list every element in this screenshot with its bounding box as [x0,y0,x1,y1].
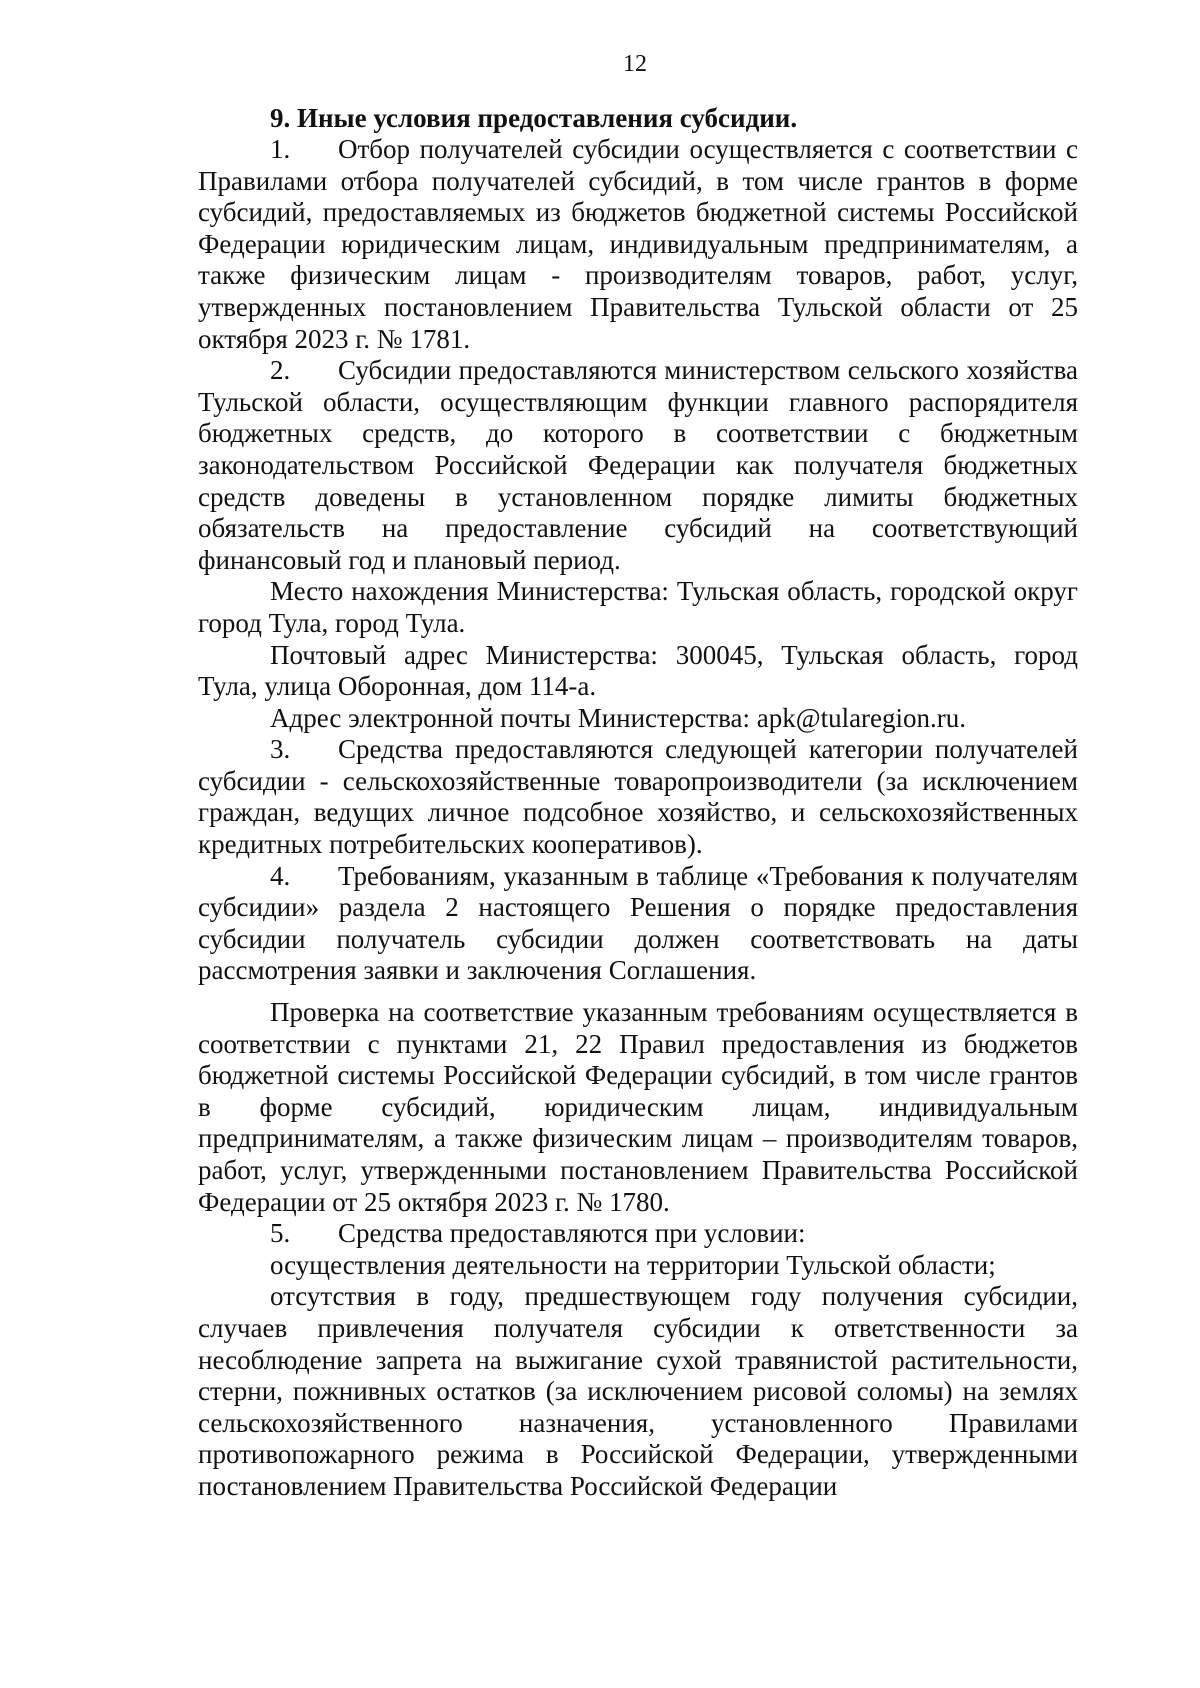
paragraph-text: Отбор получателей субсидии осуществляется с соответствии с Правилами отбора получателей субсидий, в том числе грантов в форме субсидий, предоставляемых из бюджетов бюджетной системы Российской Федерации юридическим лицам, индивидуальным предпринимателям, а также физическим лицам - производителям товаров, работ, услуг, утвержденных постановлением Правительства Тульской области от 25 октября 2023 г. № 1781. [198,134,1078,354]
condition-no-violations: отсутствия в году, предшествующем году получения субсидии, случаев привлечения получателя субсидии к ответственности за несоблюдение запрета на выжигание сухой травянистой растительности, стерни, пожнивных остатков (за исключением рисовой соломы) на землях сельскохозяйственного назначения, установленного Правилами противопожарного режима в Российской Федерации, утвержденными постановлением Правительства Российской Федерации [198,1281,1078,1501]
paragraph-number: 1. [270,134,291,164]
paragraph-text: Требованиям, указанным в таблице «Требования к получателям субсидии» раздела 2 настоящего Решения о порядке предоставления субсидии получатель субсидии должен соответствовать на даты рассмотрения заявки и заключения Соглашения. [198,860,1078,986]
paragraph-4 [198,861,1078,987]
paragraph-1 [198,134,1078,355]
ministry-email: Адрес электронной почты Министерства: apk@tularegion.ru. [270,702,967,733]
ministry-postal-address: Почтовый адрес Министерства: 300045, Тульская область, город Тула, улица Оборонная, дом 114-а. [198,639,1078,702]
page-number: 12 [623,51,647,77]
paragraph-2 [198,355,1078,576]
paragraph-number: 5. [270,1218,291,1249]
paragraph-number: 2. [270,355,291,386]
verification-paragraph: Проверка на соответствие указанным требованиям осуществляется в соответствии с пунктами 21, 22 Правил предоставления из бюджетов бюджетной системы Российской Федерации субсидий, в том числе грантов в форме субсидий, юридическим лицам, индивидуальным предпринимателям, а также физическим лицам – производителям товаров, работ, услуг, утвержденными постановлением Правительства Российской Федерации от 25 октября 2023 г. № 1780. [198,997,1078,1217]
document-body [198,102,1078,1503]
ministry-location: Место нахождения Министерства: Тульская область, городской округ город Тула, город Тула. [198,576,1078,638]
paragraph-text: Средства предоставляются при условии: [338,1218,806,1249]
paragraph-number: 4. [270,860,291,891]
paragraph-number: 3. [270,734,291,765]
paragraph-3 [198,734,1078,860]
paragraph-5 [198,1218,1078,1250]
paragraph-text: Субсидии предоставляются министерством сельского хозяйства Тульской области, осуществляющим функции главного распорядителя бюджетных средств, до которого в соответствии с бюджетным законодательством Российской Федерации как получателя бюджетных средств доведены в установленном порядке лимиты бюджетных обязательств на предоставление субсидий на соответствующий финансовый год и плановый период. [198,355,1078,575]
condition-territory: осуществления деятельности на территории Тульской области; [270,1249,996,1280]
section-heading: 9. Иные условия предоставления субсидии. [270,103,798,133]
paragraph-text: Средства предоставляются следующей категории получателей субсидии - сельскохозяйственные товаропроизводители (за исключением граждан, ведущих личное подсобное хозяйство, и сельскохозяйственных кредитных потребительских кооперативов). [198,734,1078,860]
